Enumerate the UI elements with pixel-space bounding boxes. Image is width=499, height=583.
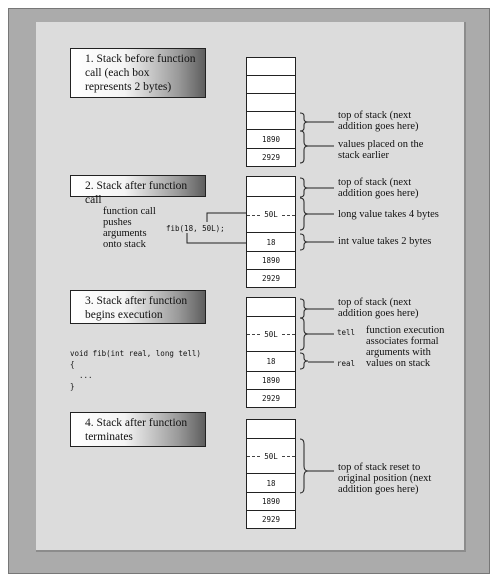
step-3-note-top-of-stack: top of stack (next addition goes here) <box>338 297 419 319</box>
step-2-note-int-value: int value takes 2 bytes <box>338 236 432 247</box>
stack-2-cell-5: 2929 <box>246 269 296 288</box>
step-2-side-text: function call pushes arguments onto stack <box>103 206 156 250</box>
step-1-note-top-of-stack: top of stack (next addition goes here) <box>338 110 419 132</box>
brace-step3-real <box>300 353 308 369</box>
stack-2-cell-2: 50L <box>246 196 296 233</box>
brace-step3-top <box>300 299 308 318</box>
step-1-label-text: 1. Stack before function call (each box represents 2 bytes) <box>85 53 196 93</box>
stack-3-cell-4: 1890 <box>246 371 296 390</box>
stack-1-cell-6: 2929 <box>246 148 296 167</box>
step-2-call-code: fib(18, 50L); <box>166 224 225 233</box>
stack-4-cell-5: 2929 <box>246 510 296 529</box>
step-2-note-long-value: long value takes 4 bytes <box>338 209 439 220</box>
step-2-label-text: 2. Stack after function call <box>85 180 188 206</box>
brace-step2-top <box>300 178 308 197</box>
brace-step1-top <box>300 113 308 131</box>
step-4-label-text: 4. Stack after function terminates <box>85 417 188 443</box>
step-3-label-text: 3. Stack after function begins execution <box>85 295 188 321</box>
stack-4-cell-4: 1890 <box>246 492 296 511</box>
stack-3-cell-3: 18 <box>246 351 296 372</box>
param-label-tell: tell <box>337 328 356 337</box>
brace-step3-tell <box>300 318 308 350</box>
step-4-note-stack-reset: top of stack reset to original position (next addition goes here) <box>338 462 432 495</box>
step-3-function-code: void fib(int real, long tell) { ... } <box>70 349 201 391</box>
brace-step1-earlier <box>300 131 308 163</box>
step-2-note-top-of-stack: top of stack (next addition goes here) <box>338 177 419 199</box>
stack-4-cell-3: 18 <box>246 473 296 493</box>
step-3-note-association: function execution associates formal arguments with values on stack <box>366 325 445 369</box>
stack-3-cell-2: 50L <box>246 316 296 352</box>
param-label-real: real <box>337 359 356 368</box>
brace-step2-int <box>300 234 308 250</box>
stack-1-cell-5: 1890 <box>246 129 296 149</box>
brace-step2-long <box>300 198 308 230</box>
step-1-note-earlier-values: values placed on the stack earlier <box>338 139 424 161</box>
stack-3-cell-5: 2929 <box>246 389 296 408</box>
brace-step4-reset <box>300 439 308 493</box>
stack-2-cell-4: 1890 <box>246 251 296 270</box>
stack-2-cell-3: 18 <box>246 232 296 252</box>
stack-4-cell-2: 50L <box>246 438 296 474</box>
